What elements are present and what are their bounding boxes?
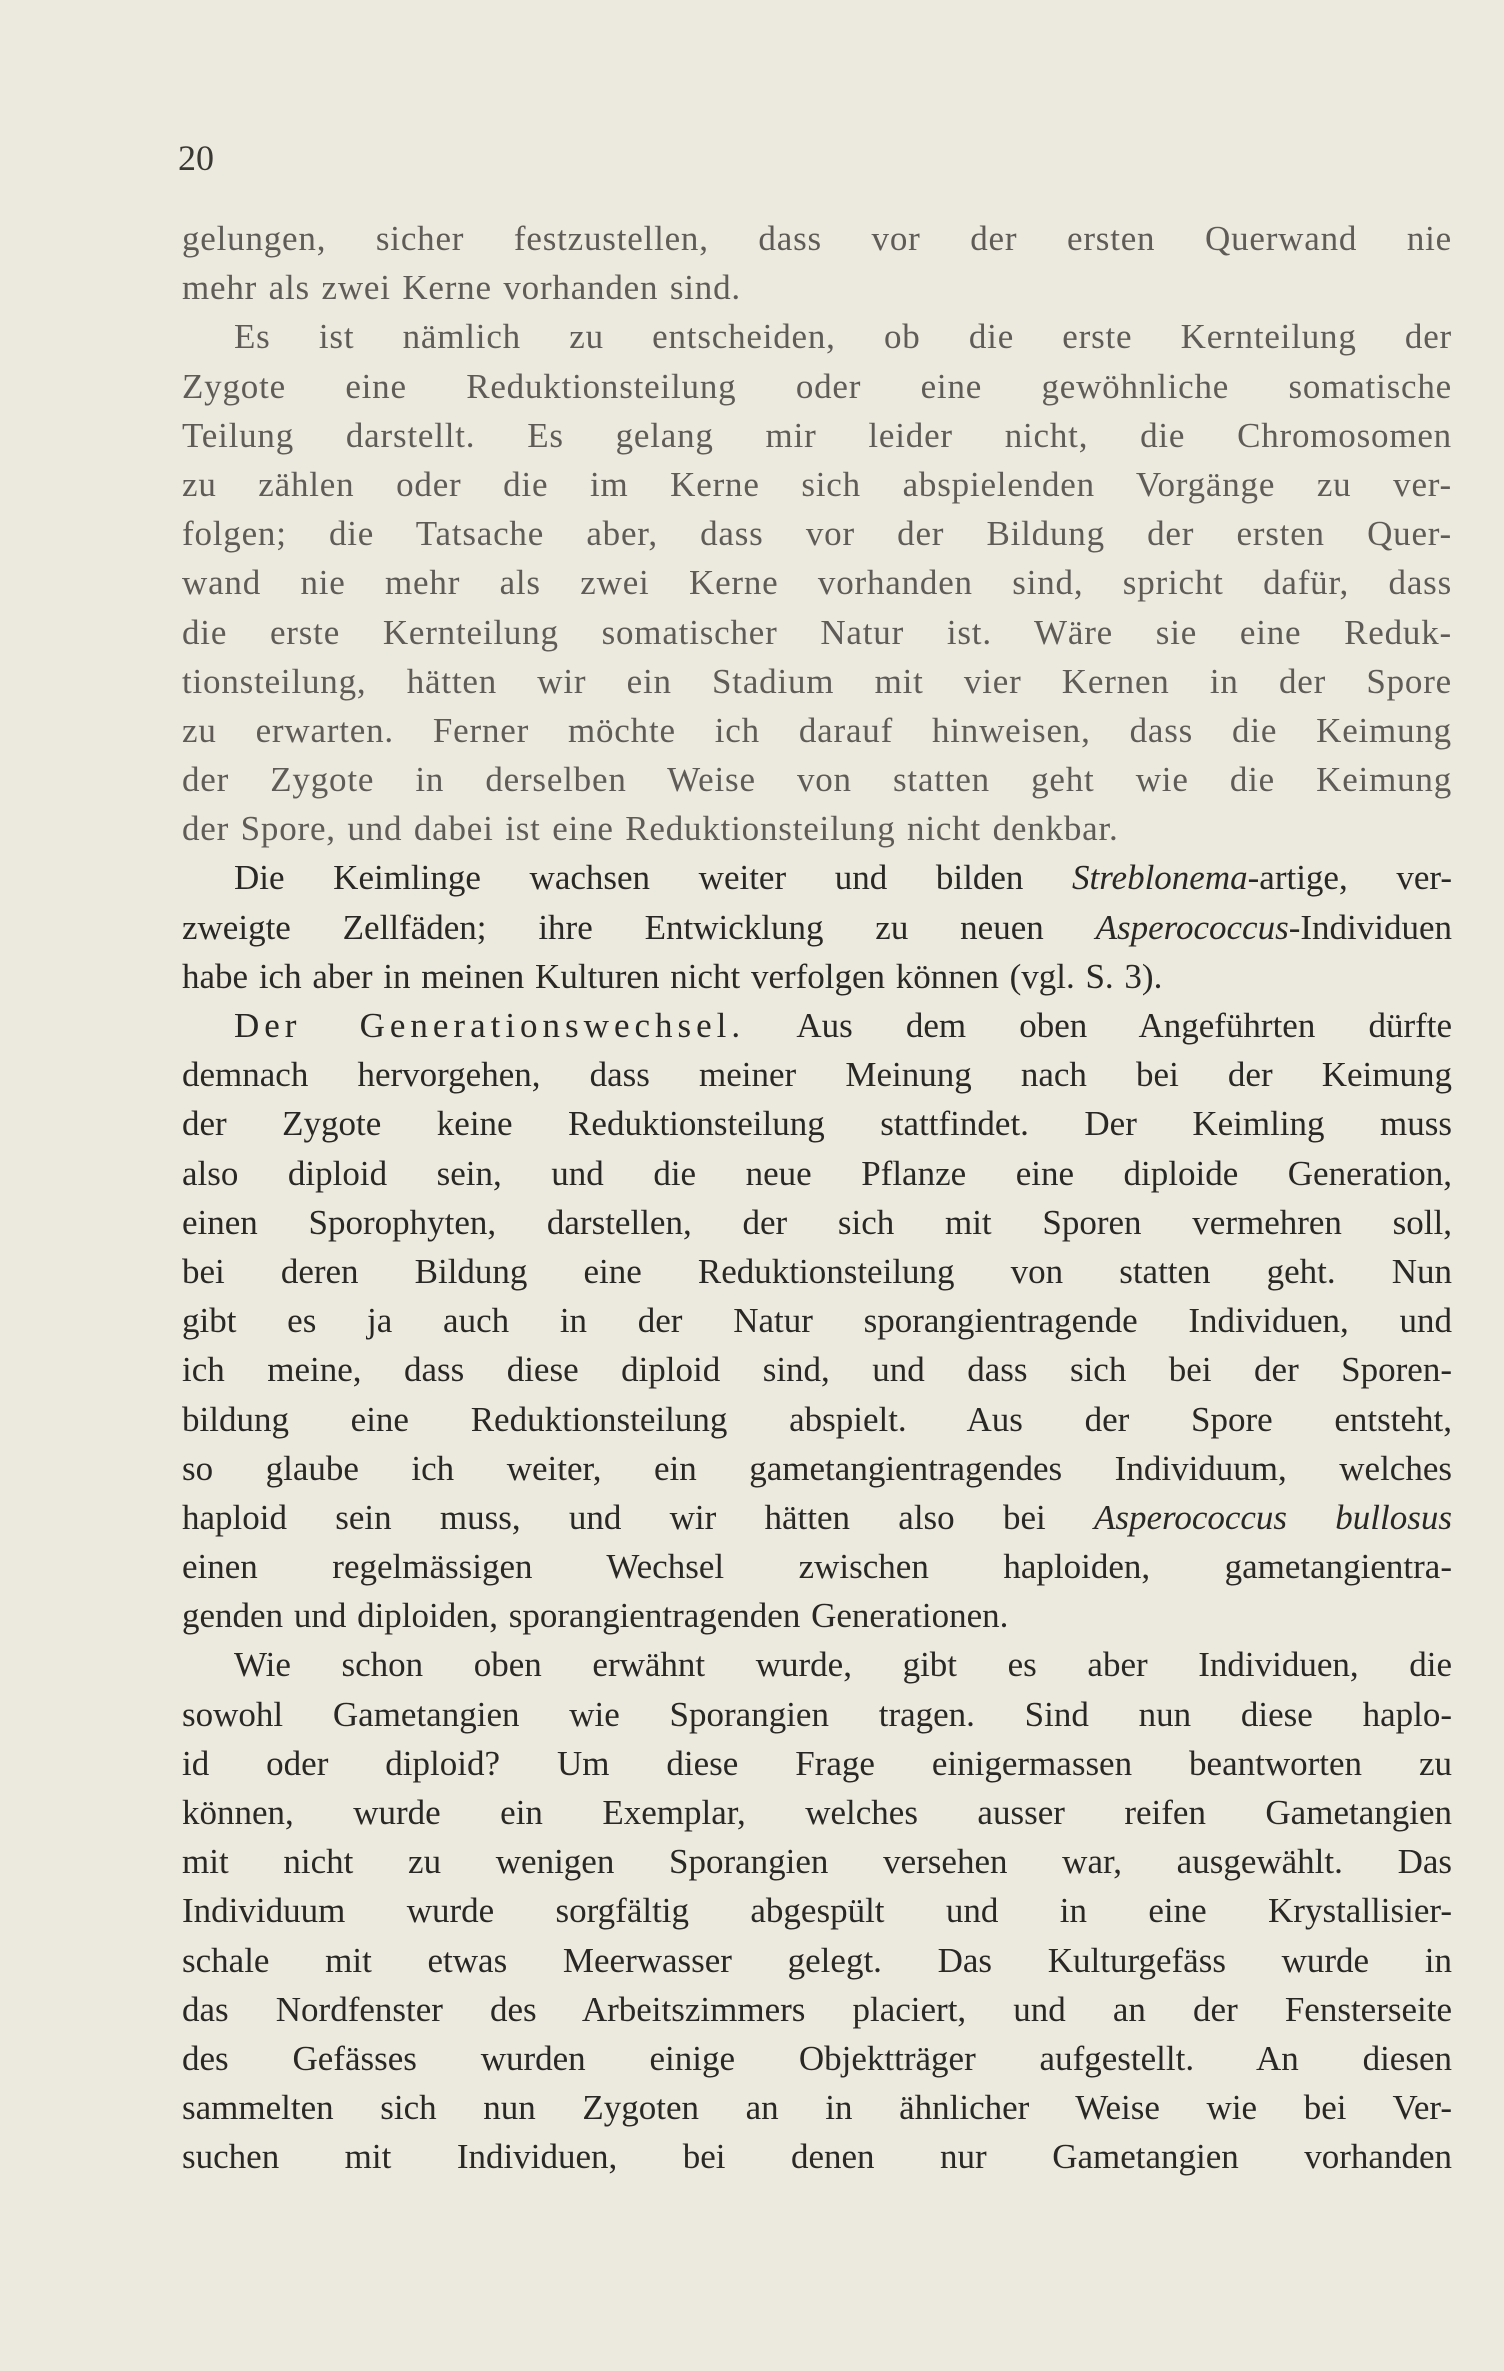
text-line: tionsteilung, hätten wir ein Stadium mit vier Kernen in der Spore bbox=[182, 661, 1452, 701]
text-line: zu zählen oder die im Kerne sich abspielenden Vorgänge zu ver- bbox=[182, 464, 1452, 504]
text-line: Wie schon oben erwähnt wurde, gibt es aber Individuen, die bbox=[234, 1645, 1452, 1685]
text-line: gibt es ja auch in der Natur sporangientragende Individuen, und bbox=[182, 1301, 1452, 1341]
text-line: einen regelmässigen Wechsel zwischen haploiden, gametangientra- bbox=[182, 1547, 1452, 1587]
text-line: Es ist nämlich zu entscheiden, ob die erste Kernteilung der bbox=[234, 317, 1452, 357]
text-line: einen Sporophyten, darstellen, der sich mit Sporen vermehren soll, bbox=[182, 1202, 1452, 1242]
page-number: 20 bbox=[178, 138, 214, 178]
text-segment: -artige, ver- bbox=[1247, 858, 1452, 898]
italic-term: Streblonema bbox=[1072, 858, 1248, 898]
text-line: schale mit etwas Meerwasser gelegt. Das Kulturgefäss wurde in bbox=[182, 1940, 1452, 1980]
text-line bbox=[182, 903, 1452, 952]
text-line: der Spore, und dabei ist eine Reduktionsteilung nicht denkbar. bbox=[182, 809, 1119, 849]
text-line: sammelten sich nun Zygoten an in ähnlicher Weise wie bei Ver- bbox=[182, 2088, 1452, 2128]
text-line: bei deren Bildung eine Reduktionsteilung von statten geht. Nun bbox=[182, 1251, 1452, 1291]
text-line: wand nie mehr als zwei Kerne vorhanden sind, spricht dafür, dass bbox=[182, 563, 1452, 603]
text-segment: Die Keimlinge wachsen weiter und bilden bbox=[234, 858, 1072, 898]
text-line: Teilung darstellt. Es gelang mir leider nicht, die Chromosomen bbox=[182, 415, 1452, 455]
text-line: Individuum wurde sorgfältig abgespült und in eine Krystallisier- bbox=[182, 1891, 1452, 1931]
text-line: der Zygote in derselben Weise von statten geht wie die Keimung bbox=[182, 760, 1452, 800]
text-line: mit nicht zu wenigen Sporangien versehen war, ausgewählt. Das bbox=[182, 1842, 1452, 1882]
text-line: des Gefässes wurden einige Objektträger aufgestellt. An diesen bbox=[182, 2038, 1452, 2078]
text-line: gelungen, sicher festzustellen, dass vor der ersten Querwand nie bbox=[182, 219, 1452, 258]
text-line: bildung eine Reduktionsteilung abspielt. Aus der Spore entsteht, bbox=[182, 1399, 1452, 1439]
text-line: folgen; die Tatsache aber, dass vor der Bildung der ersten Quer- bbox=[182, 514, 1452, 554]
text-line: genden und diploiden, sporangientragenden Generationen. bbox=[182, 1596, 1009, 1636]
body-text bbox=[182, 214, 1452, 2182]
text-line: demnach hervorgehen, dass meiner Meinung nach bei der Keimung bbox=[182, 1055, 1452, 1095]
section-heading: Der Generationswechsel. bbox=[234, 1006, 746, 1045]
text-line: zu erwarten. Ferner möchte ich darauf hinweisen, dass die Keimung bbox=[182, 710, 1452, 750]
text-line bbox=[182, 1493, 1452, 1542]
text-line: mehr als zwei Kerne vorhanden sind. bbox=[182, 268, 741, 308]
text-line: suchen mit Individuen, bei denen nur Gametangien vorhanden bbox=[182, 2137, 1452, 2177]
text-line: die erste Kernteilung somatischer Natur ist. Wäre sie eine Reduk- bbox=[182, 612, 1452, 652]
text-line: habe ich aber in meinen Kulturen nicht verfolgen können (vgl. S. 3). bbox=[182, 956, 1163, 996]
italic-term: Asperococcus bbox=[1095, 907, 1289, 947]
text-line bbox=[182, 1001, 1452, 1050]
text-line: können, wurde ein Exemplar, welches ausser reifen Gametangien bbox=[182, 1793, 1452, 1832]
text-line: das Nordfenster des Arbeitszimmers placiert, und an der Fensterseite bbox=[182, 1989, 1452, 2029]
text-segment: Aus dem oben Angeführten dürfte bbox=[745, 1006, 1453, 1045]
text-line: id oder diploid? Um diese Frage einigermassen beantworten zu bbox=[182, 1743, 1452, 1783]
text-segment: zweigte Zellfäden; ihre Entwicklung zu neuen bbox=[182, 907, 1096, 947]
text-line: so glaube ich weiter, ein gametangientragendes Individuum, welches bbox=[182, 1448, 1452, 1488]
text-line: also diploid sein, und die neue Pflanze eine diploide Generation, bbox=[182, 1153, 1452, 1193]
italic-term: Asperococcus bullosus bbox=[1093, 1497, 1452, 1537]
text-line: sowohl Gametangien wie Sporangien tragen. Sind nun diese haplo- bbox=[182, 1694, 1452, 1734]
text-line: Zygote eine Reduktionsteilung oder eine gewöhnliche somatische bbox=[182, 366, 1452, 406]
text-line: ich meine, dass diese diploid sind, und dass sich bei der Sporen- bbox=[182, 1350, 1452, 1390]
text-segment: -Individuen bbox=[1288, 907, 1452, 947]
text-segment: haploid sein muss, und wir hätten also bei bbox=[182, 1497, 1094, 1537]
text-line bbox=[182, 853, 1452, 902]
text-line: der Zygote keine Reduktionsteilung stattfindet. Der Keimling muss bbox=[182, 1104, 1452, 1144]
